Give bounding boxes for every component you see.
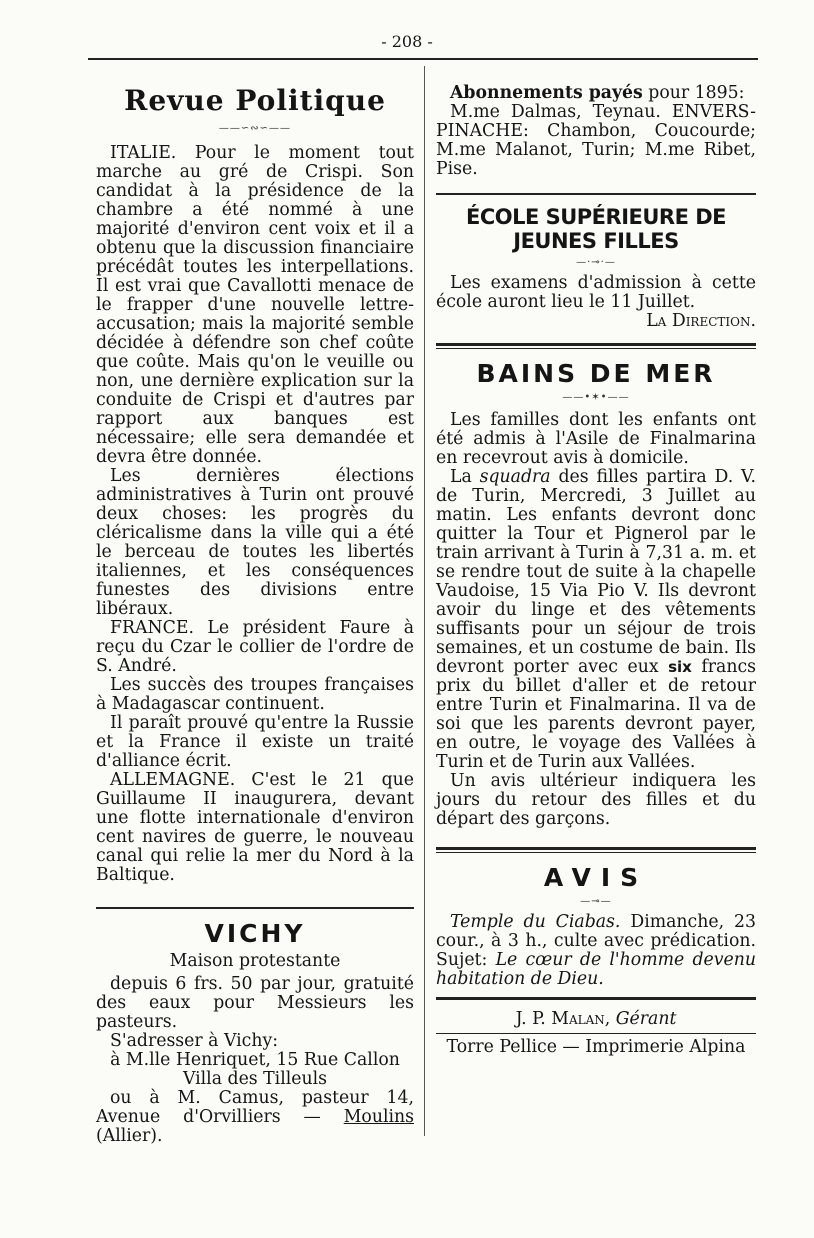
vichy-moulins: Moulins [343, 1107, 414, 1127]
bains-p2-e: francs prix du billet d'aller et de retour entre Turin et Finalmarina. Il va de soi que les parents devront payer, en outre, le voyage des Vallées à Turin et de Turin aux Vallées. [436, 657, 756, 772]
bains-paragraph-2 [436, 468, 756, 772]
avis-sujet: Le cœur de l'homme devenu habitation de Dieu. [436, 950, 756, 989]
imprimerie-line: Torre Pellice — Imprimerie Alpina [446, 1037, 746, 1057]
footer-rule [436, 997, 756, 1000]
vichy-line-5a: ou à M. Camus, pasteur 14, Avenue d'Orvilliers — [96, 1088, 414, 1127]
ecole-text: Les examens d'admission à cette école auront lieu le 11 Juillet. [436, 273, 756, 312]
ecole-title: ÉCOLE SUPÉRIEURE DE JEUNES FILLES [465, 205, 727, 253]
bains-squadra: squadra [479, 467, 551, 487]
vichy-line-4: Villa des Tilleuls [182, 1069, 328, 1089]
column-divider [424, 66, 425, 1136]
revue-title: Revue Politique [124, 84, 386, 117]
revue-ornament: ——∽∾∽—— [218, 123, 292, 134]
ecole-rule [436, 193, 756, 195]
bains-title: BAINS DE MER [476, 359, 716, 388]
ecole-ornament: —·⊸·— [576, 257, 616, 268]
abonnements-text: M.me Dalmas, Teynau. ENVERS-PINACHE: Chambon, Coucourde; M.me Malanot, Turin; M.me Ribet, Pise. [436, 102, 756, 179]
vichy-line-1: depuis 6 frs. 50 par jour, gratuité des eaux pour Messieurs les pasteurs. [96, 974, 414, 1032]
vichy-line-5 [96, 1089, 414, 1146]
bains-paragraph-3: Un avis ultérieur indiquera les jours du retour des filles et du départ des garçons. [436, 771, 756, 829]
abonnements-heading-rest: pour 1895: [642, 83, 745, 103]
top-rule [88, 58, 758, 60]
vichy-line-2: S'adresser à Vichy: [110, 1031, 279, 1051]
avis-temple: Temple du Ciabas. [450, 912, 621, 932]
avis-text: Dimanche, 23 cour., à 3 h., culte avec prédication. Sujet: [436, 912, 756, 970]
gerant-role: Gérant [610, 1009, 677, 1029]
abonnements-heading [436, 84, 756, 103]
elections-paragraph: Les dernières élections administratives à Turin ont prouvé deux choses: les progrès du cléricalisme dans la ville qui a été le berceau de toutes les libertés italiennes, et les conséquences funestes des divisions entre libéraux. [96, 466, 414, 619]
vichy-title: VICHY [204, 919, 306, 948]
left-column [96, 70, 414, 1146]
vichy-line-5c: (Allier). [96, 1126, 163, 1146]
vichy-rule [96, 907, 414, 909]
bains-rule [436, 343, 756, 349]
gerant-name: J. P. Malan, [515, 1009, 611, 1029]
france-paragraph-2: Les succès des troupes françaises à Madagascar continuent. [96, 675, 414, 714]
vichy-subtitle: Maison protestante [169, 951, 341, 971]
imprimerie-rule [436, 1033, 756, 1034]
gerant-line [436, 1010, 756, 1029]
allemagne-paragraph: ALLEMAGNE. C'est le 21 que Guillaume II inaugurera, devant une flotte internationale d'environ cent navires de guerre, le nouveau canal qui relie la mer du Nord à la Baltique. [96, 770, 414, 885]
italie-paragraph: ITALIE. Pour le moment tout marche au gré de Crispi. Son candidat à la présidence de la chambre a été nommé à une majorité d'environ cent voix et il a obtenu que la discussion financiaire précédât toutes les interpellations. Il est vrai que Cavallotti menace de le frapper d'une nouvelle lettre-accusation; mais la majorité semble décidée à défendre son chef coûte que coûte. Mais qu'on le veuille ou non, une dernière explication sur la conduite de Crispi et d'autres par rapport aux banques est nécessaire; elle sera demandée et devra être donnée. [96, 143, 414, 467]
france-paragraph-1: FRANCE. Le président Faure à reçu du Czar le collier de l'ordre de S. André. [96, 618, 414, 676]
avis-paragraph [436, 913, 756, 989]
bains-ornament: ——•✶•—— [562, 392, 630, 403]
bains-six: six [668, 658, 692, 676]
abonnements-heading-bold: Abonnements payés [450, 83, 643, 103]
bains-paragraph-1: Les familles dont les enfants ont été admis à l'Asile de Finalmarina en recevrout avis à domicile. [436, 410, 756, 468]
right-column [436, 70, 756, 1057]
ecole-signature: La Direction. [646, 311, 756, 331]
bains-p2-a: La [450, 467, 480, 487]
page-number: - 208 - [381, 32, 433, 51]
bains-p2-c: des filles partira D. V. de Turin, Mercredi, 3 Juillet au matin. Les enfants devront donc quitter la Tour et Pignerol par le train arrivant à Turin à 7,31 a. m. et se rendre tout de suite à la chapelle Vaudoise, 15 Via Pio V. Ils devront avoir du linge et des vêtements suffisants pour un séjour de trois semaines, et un costume de bain. Ils devront porter avec eux [436, 467, 756, 677]
avis-rule [436, 847, 756, 853]
vichy-line-3: à M.lle Henriquet, 15 Rue Callon [110, 1050, 400, 1070]
france-paragraph-3: Il paraît prouvé qu'entre la Russie et la France il existe un traité d'alliance écrit. [96, 713, 414, 771]
avis-ornament: —⊸— [580, 896, 612, 907]
avis-title: AVIS [543, 863, 649, 892]
